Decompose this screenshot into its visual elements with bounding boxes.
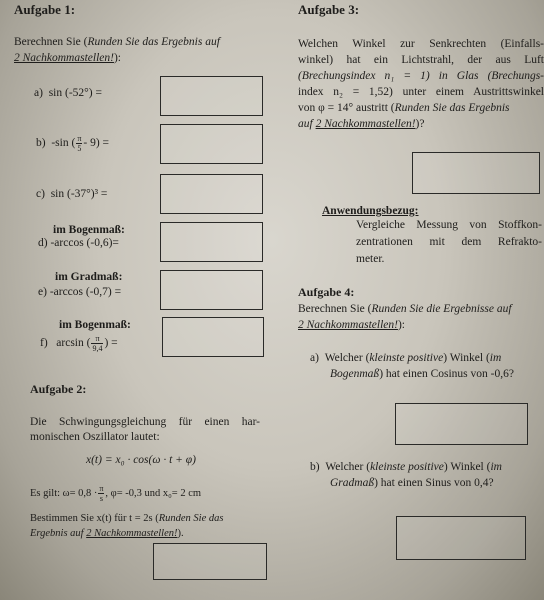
item-letter: a) (310, 352, 319, 364)
a3-l5-pre: von φ = 14° austritt ( (298, 102, 395, 114)
item-letter: b) (36, 137, 46, 150)
a4b-italic: kleinste positive (370, 461, 444, 473)
item-expression-post: - 9) = (83, 137, 110, 150)
a1-instruction-line2 (14, 52, 121, 64)
item-letter: a) (34, 87, 43, 99)
a2-given-post: , φ= -0,3 und x₀= 2 cm (105, 487, 202, 499)
a4-instr-rest: ): (397, 319, 405, 331)
a1-item-e (38, 286, 121, 298)
a2-task-pre: Bestimmen Sie x(t) für t = 2s ( (30, 513, 159, 524)
item-expression: -arccos (-0,6)= (50, 237, 119, 249)
answer-box-e[interactable] (160, 270, 263, 310)
answer-box-d[interactable] (160, 222, 263, 262)
fraction-denominator: 9,4 (92, 344, 103, 353)
item-letter: c) (36, 188, 45, 200)
a3-line4: index n₂ = 1,52) unter einem Austrittswinkel (298, 86, 544, 98)
a4a-post: ) Winkel ( (443, 352, 490, 364)
answer-box-a3[interactable] (412, 152, 540, 194)
item-letter: d) (38, 237, 48, 249)
a2-given (30, 484, 201, 503)
a4-instr-italic: Runden Sie die Ergebnisse auf (371, 303, 512, 315)
a4-instr-pre: Berechnen Sie ( (298, 303, 372, 315)
a2-line2: monischen Oszillator lautet: (30, 431, 160, 443)
a3-l6-italic: auf (298, 118, 316, 130)
a3-line5 (298, 102, 510, 114)
a2-task2-underlined: 2 Nachkommastellen! (86, 528, 178, 539)
a2-line1: Die Schwingungsgleichung für einen har- (30, 416, 260, 428)
a4a-l2-post: ) hat einen Cosinus von -0,6? (379, 368, 514, 380)
anwendungsbezug-label: Anwendungsbezug: (322, 205, 419, 217)
a1-item-f (40, 334, 118, 353)
a1-item-d (38, 237, 119, 249)
a4a-italic: kleinste positive (369, 352, 444, 364)
a1-item-a (34, 87, 102, 99)
a2-task2-italic: Ergebnis auf (30, 528, 87, 539)
a1-mode-d: im Bogenmaß: (53, 224, 125, 236)
a3-line2: winkel) hat ein Lichtstrahl, der aus Luft (298, 54, 544, 66)
a2-task2-rest: ). (177, 528, 184, 539)
item-letter: f) (40, 337, 48, 350)
anw-line1: Vergleiche Messung von Stoffkon- (356, 219, 542, 231)
a4-instr-line2 (298, 319, 405, 331)
a1-instr-underlined: 2 Nachkommastellen! (14, 52, 114, 64)
a2-formula: x(t) = x₀ · cos(ω · t + φ) (86, 454, 196, 466)
a4b-l2-italic: Gradmaß (330, 477, 375, 489)
heading-aufgabe-4: Aufgabe 4: (298, 285, 355, 299)
answer-box-a[interactable] (160, 76, 263, 116)
a2-task-line1 (30, 513, 223, 524)
a1-instr-italic: Runden Sie das Ergebnis auf (87, 36, 220, 48)
a3-l6-rest: )? (415, 118, 425, 130)
a3-line3: (Brechungsindex n₁ = 1) in Glas (Brechungs- (298, 70, 544, 82)
a4b-line1 (310, 461, 502, 473)
fraction (98, 484, 104, 503)
answer-box-a2[interactable] (153, 543, 267, 580)
a3-l5-italic: Runden Sie das Ergebnis (394, 102, 510, 114)
anw-line3: meter. (356, 253, 385, 265)
a4-instr-underlined: 2 Nachkommastellen! (298, 319, 398, 331)
fraction (76, 134, 82, 153)
a4a-italic2: im (489, 352, 502, 364)
heading-aufgabe-3: Aufgabe 3: (298, 2, 360, 17)
item-expression: sin (-52°) = (48, 87, 102, 99)
answer-box-a4a[interactable] (395, 403, 528, 445)
heading-aufgabe-2: Aufgabe 2: (30, 382, 87, 396)
a1-item-b (36, 134, 109, 153)
a3-l6-underlined: 2 Nachkommastellen! (315, 118, 416, 130)
a4a-line2 (330, 368, 514, 380)
a2-given-pre: Es gilt: ω= 0,8 · (30, 487, 98, 499)
answer-box-c[interactable] (160, 174, 263, 214)
a1-instr-pre: Berechnen Sie ( (14, 36, 88, 48)
fraction (91, 334, 103, 353)
fraction-numerator: π (91, 334, 103, 344)
heading-aufgabe-1: Aufgabe 1: (14, 2, 76, 17)
a1-instr-rest: ): (113, 52, 121, 64)
fraction-numerator: π (77, 134, 82, 143)
item-letter: e) (38, 286, 47, 298)
a4b-italic2: im (490, 461, 502, 473)
answer-box-a4b[interactable] (396, 516, 526, 560)
a4-instr-line1 (298, 303, 512, 315)
a4b-l2-post: ) hat einen Sinus von 0,4? (374, 477, 494, 489)
item-expression: sin (-37°)³ = (50, 188, 108, 200)
a3-line6 (298, 118, 424, 130)
item-expression-post: ) = (104, 337, 118, 350)
a2-task-line2 (30, 528, 184, 539)
fraction-denominator: s (99, 494, 103, 503)
a4a-pre: Welcher ( (324, 352, 370, 364)
answer-box-b[interactable] (160, 124, 263, 164)
a3-line1: Welchen Winkel zur Senkrechten (Einfalls- (298, 38, 544, 50)
a4b-pre: Welcher ( (325, 461, 371, 473)
a4b-post: ) Winkel ( (443, 461, 491, 473)
fraction-denominator: 5 (77, 144, 82, 153)
a1-mode-f: im Bogenmaß: (59, 319, 131, 331)
answer-box-f[interactable] (162, 317, 264, 357)
a1-item-c (36, 188, 107, 200)
a4a-line1 (310, 352, 501, 364)
item-expression-pre: arcsin ( (56, 337, 91, 350)
item-expression-pre: -sin ( (51, 137, 76, 150)
anw-line2: zentrationen mit dem Refrakto- (356, 236, 542, 248)
a4a-l2-italic: Bogenmaß (330, 368, 380, 380)
item-letter: b) (310, 461, 320, 473)
a1-instruction-line1 (14, 36, 220, 48)
a4b-line2 (330, 477, 494, 489)
fraction-numerator: π (99, 484, 104, 493)
a1-mode-e: im Gradmaß: (55, 271, 123, 283)
item-expression: -arccos (-0,7) = (49, 286, 122, 298)
a2-task-italic: Runden Sie das (158, 513, 224, 524)
